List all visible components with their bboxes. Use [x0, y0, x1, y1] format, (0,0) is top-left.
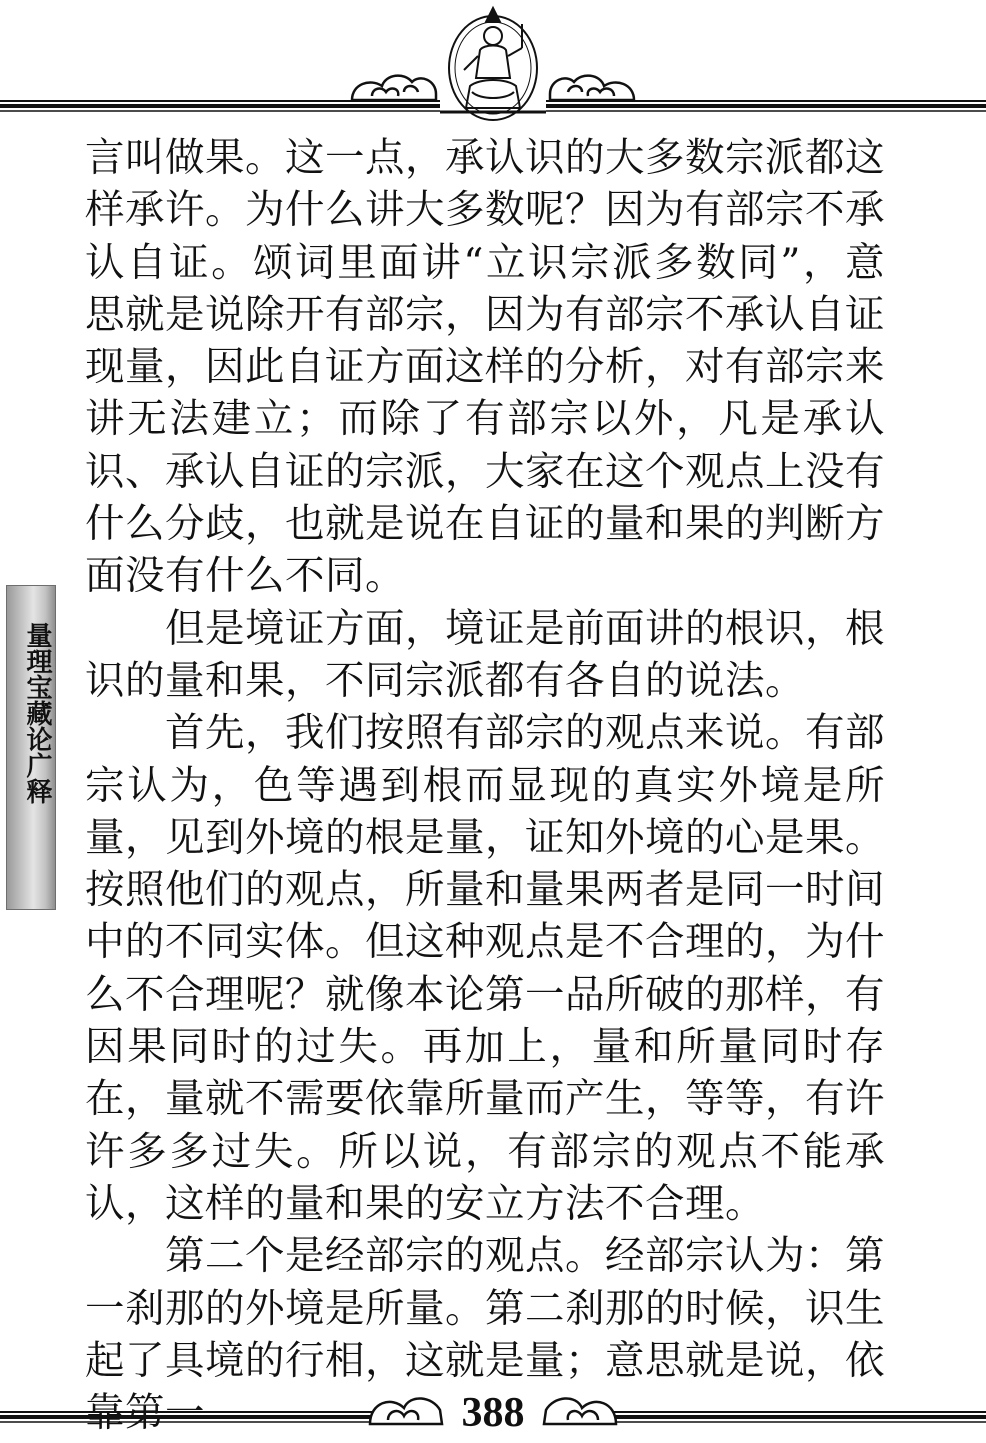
paragraph: 首先，我们按照有部宗的观点来说。有部宗认为，色等遇到根而显现的真实外境是所量，见到外境的根是量，证知外境的心是果。按照他们的观点，所量和量果两者是同一时间中的不同实体。但这种观点是不合理的，为什么不合理呢？就像本论第一品所破的那样，有因果同时的过失。再加上，量和所量同时存在，量就不需要依靠所量而产生，等等，有许许多多过失。所以说，有部宗的观点不能承认，这样的量和果的安立方法不合理。 [85, 710, 885, 1227]
deity-figure-icon [440, 8, 546, 120]
side-tab-title: 量理宝藏论广释 [22, 622, 52, 804]
paragraph: 但是境证方面，境证是前面讲的根识，根识的量和果，不同宗派都有各自的说法。 [85, 605, 885, 704]
page-number: 388 [461, 1390, 525, 1436]
paragraph: 第二个是经部宗的观点。经部宗认为：第一刹那的外境是所量。第二刹那的时候，识生起了具境的行相，这就是量；意思就是说，依靠第一 [85, 1233, 885, 1437]
page-header-ornament [0, 0, 986, 125]
paragraph: 言叫做果。这一点，承认识的大多数宗派都这样承许。为什么讲大多数呢？因为有部宗不承认自证。颂词里面讲“立识宗派多数同”，意思就是说除开有部宗，因为有部宗不承认自证现量，因此自证方面这样的分析，对有部宗来讲无法建立；而除了有部宗以外，凡是承认识、承认自证的宗派，大家在这个观点上没有什么分歧，也就是说在自证的量和果的判断方面没有什么不同。 [85, 135, 885, 600]
side-tab-book-title [6, 585, 56, 910]
cloud-scroll-icon [352, 76, 436, 100]
cloud-scroll-icon [550, 76, 634, 100]
cloud-scroll-icon [370, 1398, 442, 1424]
page-body [85, 132, 885, 1439]
cloud-scroll-icon [544, 1398, 616, 1424]
